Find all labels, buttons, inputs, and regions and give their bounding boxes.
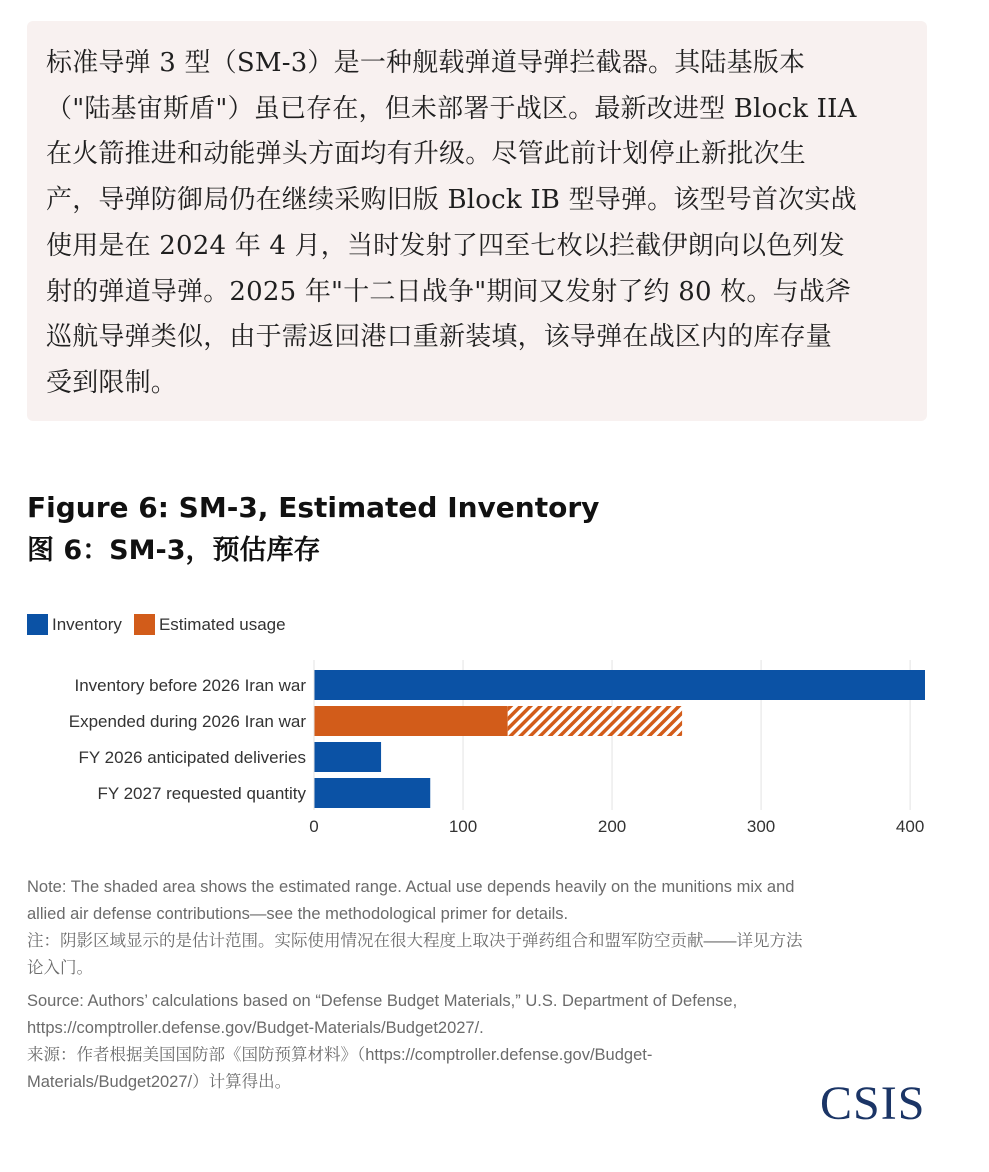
inventory-bar: [314, 742, 381, 772]
callout-line: 射的弹道导弹。2025 年"十二日战争"期间又发射了约 80 枚。与战斧: [46, 276, 852, 307]
category-label: FY 2027 requested quantity: [97, 784, 306, 803]
x-tick-label: 100: [448, 817, 478, 836]
x-tick-label: 0: [309, 817, 319, 836]
inventory-bar: [314, 670, 925, 700]
category-label: Inventory before 2026 Iran war: [74, 676, 306, 695]
legend-item-inventory: [27, 614, 122, 635]
category-label: Expended during 2026 Iran war: [68, 712, 306, 731]
legend-item-usage: [134, 614, 286, 635]
summary-callout: [27, 21, 927, 421]
legend-label-inventory: Inventory: [52, 614, 122, 634]
source-zh: 来源：作者根据美国国防部《国防预算材料》（https://comptroller.defense.gov/Budget-Materials/Budget2027/）计算得出。: [27, 1046, 653, 1091]
callout-line: 标准导弹 3 型（SM-3）是一种舰载弹道导弹拦截器。其陆基版本: [46, 48, 806, 78]
legend-label-usage: Estimated usage: [158, 614, 286, 634]
callout-line: 巡航导弹类似，由于需返回港口重新装填，该导弹在战区内的库存量: [46, 322, 833, 353]
callout-line: 使用是在 2024 年 4 月，当时发射了四至七枚以拦截伊朗向以色列发: [46, 230, 845, 261]
chart-legend: [27, 614, 290, 635]
legend-swatch-usage: [134, 614, 155, 635]
figure-title: Figure 6: SM-3, Estimated Inventory: [27, 491, 600, 524]
legend-swatch-inventory: [27, 614, 48, 635]
x-tick-label: 300: [746, 817, 776, 836]
x-tick-label: 200: [597, 817, 627, 836]
bar-chart: [0, 660, 989, 850]
csis-logo: CSIS: [820, 1077, 926, 1130]
x-tick-label: 400: [895, 817, 925, 836]
note-zh: 注：阴影区域显示的是估计范围。实际使用情况在很大程度上取决于弹药组合和盟军防空贡献——详见方法论入门。: [27, 932, 803, 977]
figure-title-zh: 图 6：SM-3，预估库存: [27, 535, 321, 566]
source-en: Source: Authors’ calculations based on “Defense Budget Materials,” U.S. Department of Defense, https://comptroller.defense.gov/Budget-Materials/Budget2027/.: [27, 992, 738, 1037]
chart-notes: [27, 874, 807, 1096]
note-en: Note: The shaded area shows the estimated range. Actual use depends heavily on the munitions mix and allied air defense contributions—see the methodological primer for details.: [27, 878, 795, 923]
category-label: FY 2026 anticipated deliveries: [78, 748, 306, 767]
inventory-bar: [314, 778, 430, 808]
usage-range-bar: [508, 706, 682, 736]
usage-bar: [314, 706, 508, 736]
callout-line: 产，导弹防御局仍在继续采购旧版 Block IB 型导弹。该型号首次实战: [46, 185, 857, 216]
callout-line: （"陆基宙斯盾"）虽已存在，但未部署于战区。最新改进型 Block IIA: [46, 93, 857, 124]
callout-line: 在火箭推进和动能弹头方面均有升级。尽管此前计划停止新批次生: [46, 139, 806, 170]
callout-line: 受到限制。: [46, 367, 178, 398]
